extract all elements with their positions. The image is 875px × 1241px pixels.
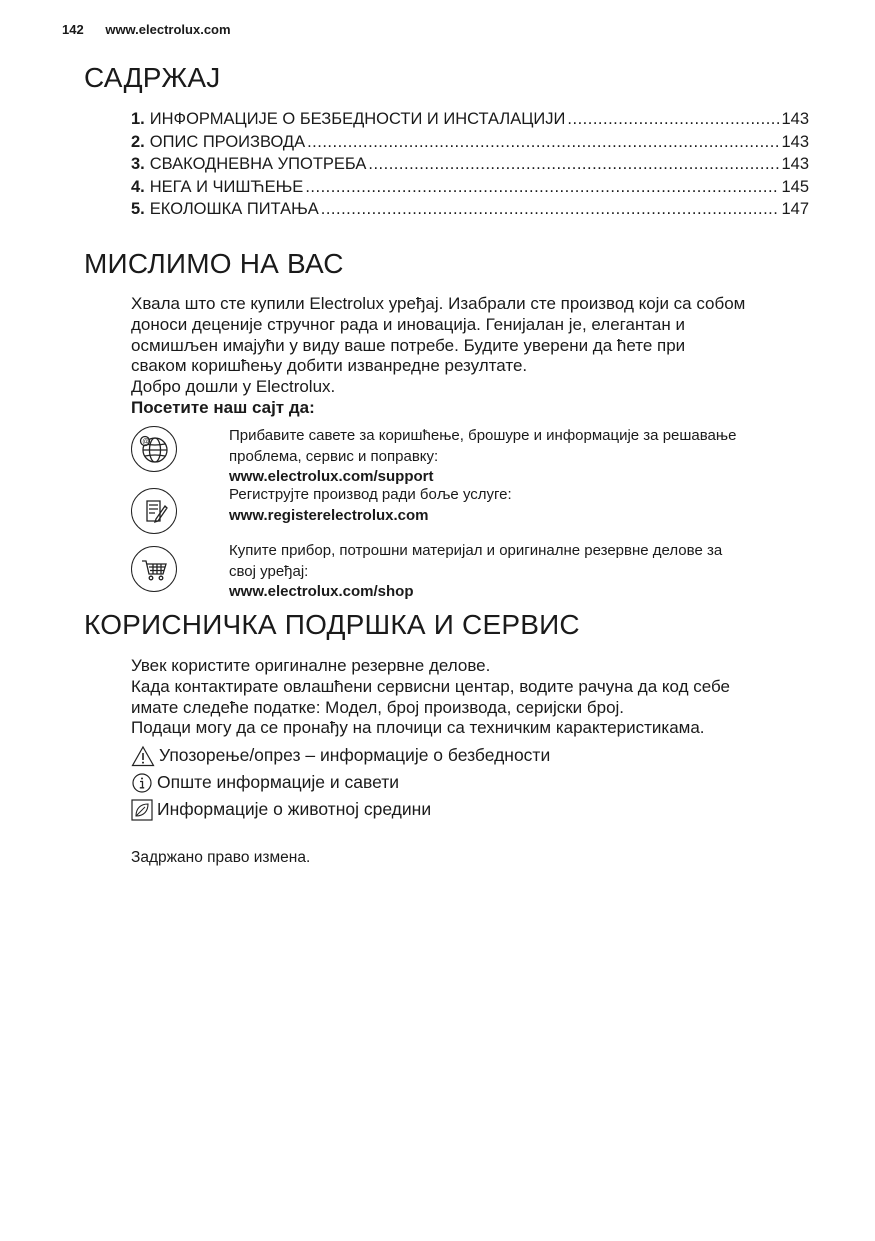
svg-text:@: @ — [142, 438, 150, 446]
toc-item[interactable]: 4. НЕГА И ЧИШЋЕЊЕ ..... 145 — [131, 178, 809, 201]
leaf-icon — [131, 799, 153, 821]
support-link-text: Прибавите савете за коришћење, брошуре и информације за решавање проблема, сервис и поправку: www.electrolux.com/support — [229, 426, 809, 488]
site-url[interactable]: www.electrolux.com — [105, 22, 231, 37]
intro-paragraph: Хвала што сте купили Electrolux уређај. Изабрали сте производ који са собом доноси деценије стручног рада и иновација. Генијалан је, елегантан и осмишљен имајући у виду ваше потребе. Будите уверени да ћете при сваком коришћењу добити изванредне резултате. Добро дошли у Electrolux. Посетите наш сајт да: — [131, 294, 821, 419]
info-icon — [131, 772, 153, 794]
toc-item[interactable]: 2. ОПИС ПРОИЗВОДА ..... 143 — [131, 133, 809, 156]
globe-icon — [131, 426, 177, 472]
rights-note: Задржано право измена. — [131, 849, 311, 866]
support-paragraph: Увек користите оригиналне резервне делове. Када контактирате овлашћени сервисни центар, водите рачуна да код себе имате следеће податке: Модел, број производа, серијски број. Подаци могу да се пронађу на плочици са техничким карактеристикама. — [131, 656, 730, 738]
legend-item: Информације о животној средини — [131, 796, 550, 823]
register-icon — [131, 488, 177, 534]
symbol-legend — [131, 742, 550, 823]
shop-link-text: Купите прибор, потрошни материјал и оригиналне резервне делове за свој уређај: www.electrolux.com/shop — [229, 541, 809, 603]
warning-icon — [131, 745, 155, 767]
table-of-contents — [131, 110, 809, 223]
page-header — [62, 22, 231, 37]
register-url[interactable]: www.registerelectrolux.com — [229, 506, 429, 524]
legend-item: Опште информације и савети — [131, 769, 550, 796]
thinking-title: МИСЛИМО НА ВАС — [84, 248, 344, 279]
page-number: 142 — [62, 22, 84, 37]
support-title: КОРИСНИЧКА ПОДРШКА И СЕРВИС — [84, 609, 580, 640]
legend-item: Упозорење/опрез – информације о безбедности — [131, 742, 550, 769]
toc-item[interactable]: 1. ИНФОРМАЦИЈЕ О БЕЗБЕДНОСТИ И ИНСТАЛАЦИЈИ ..... 143 — [131, 110, 809, 133]
toc-item[interactable]: 5. ЕКОЛОШКА ПИТАЊА ..... 147 — [131, 200, 809, 223]
cart-icon — [131, 546, 177, 592]
support-url[interactable]: www.electrolux.com/support — [229, 468, 434, 485]
contents-title: САДРЖАЈ — [84, 62, 221, 93]
shop-url[interactable]: www.electrolux.com/shop — [229, 583, 414, 600]
toc-item[interactable]: 3. СВАКОДНЕВНА УПОТРЕБА ..... 143 — [131, 155, 809, 178]
visit-label: Посетите наш сајт да: — [131, 397, 315, 417]
register-link-text: Региструјте производ ради боље услуге: www.registerelectrolux.com — [229, 485, 809, 526]
